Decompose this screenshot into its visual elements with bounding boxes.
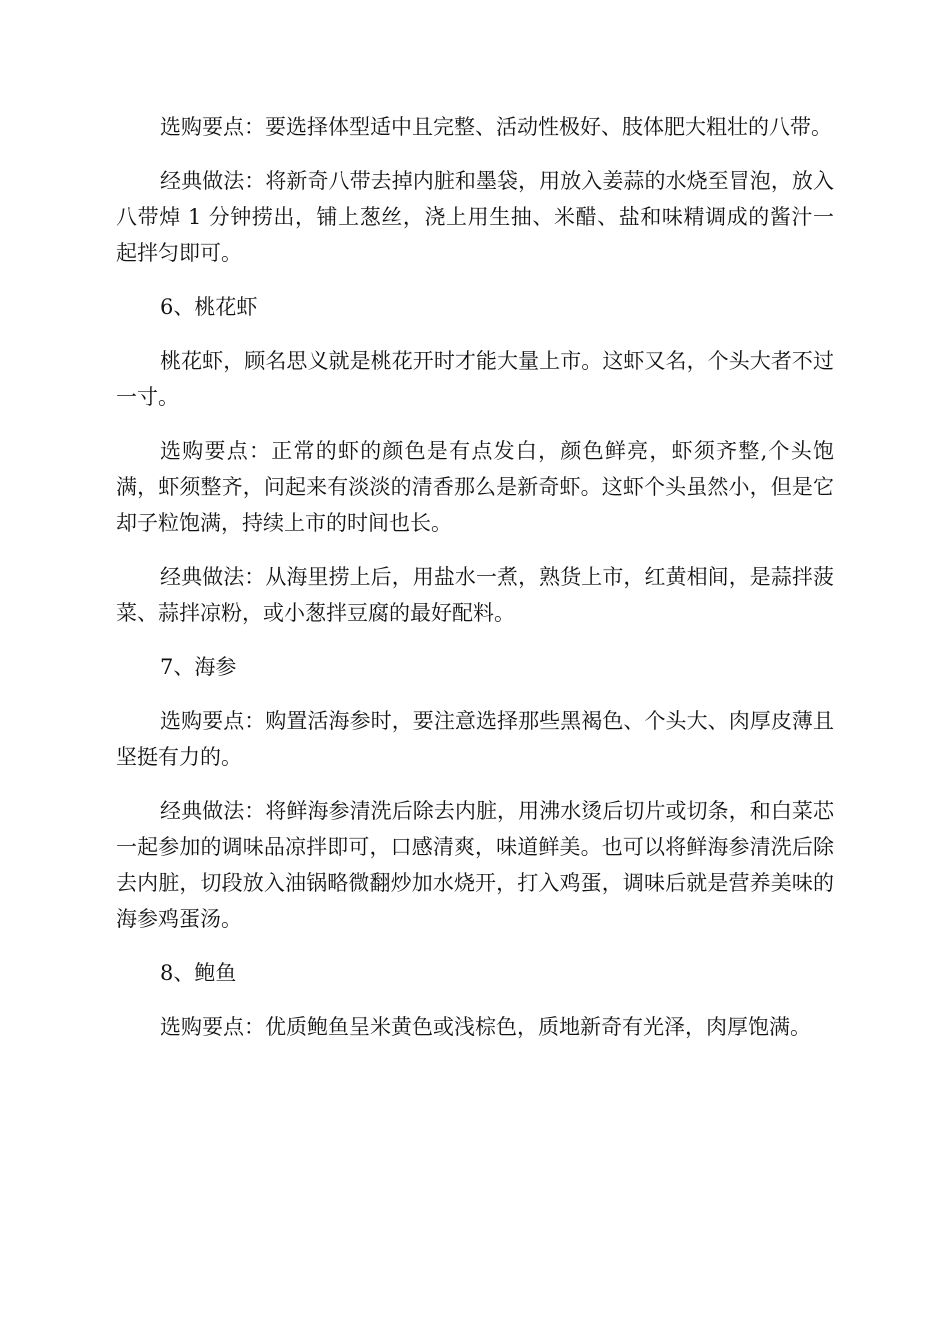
section-heading-abalone: 8、鲍鱼: [160, 961, 237, 985]
paragraph-octopus-selection: 选购要点：要选择体型适中且完整、活动性极好、肢体肥大粗壮的八带。: [160, 115, 832, 139]
paragraph-peach-shrimp-selection: 选购要点：正常的虾的颜色是有点发白，颜色鲜亮，虾须齐整,个头饱满，虾须整齐，问起来有淡淡的清香那么是新奇虾。这虾个头虽然小，但是它却子粒饱满，持续上市的时间也长。: [116, 439, 834, 535]
paragraph-sea-cucumber-selection: 选购要点：购置活海参时，要注意选择那些黑褐色、个头大、肉厚皮薄且坚挺有力的。: [116, 709, 834, 769]
paragraph-peach-shrimp-intro: 桃花虾，顾名思义就是桃花开时才能大量上市。这虾又名，个头大者不过一寸。: [116, 349, 834, 409]
paragraph-sea-cucumber-recipe: 经典做法：将鲜海参清洗后除去内脏，用沸水烫后切片或切条，和白菜芯一起参加的调味品凉拌即可，口感清爽，味道鲜美。也可以将鲜海参清洗后除去内脏，切段放入油锅略微翻炒加水烧开，打入鸡蛋，调味后就是营养美味的海参鸡蛋汤。: [116, 799, 834, 931]
document-body: [116, 109, 834, 1063]
paragraph-abalone-selection: 选购要点：优质鲍鱼呈米黄色或浅棕色，质地新奇有光泽，肉厚饱满。: [160, 1015, 811, 1039]
section-heading-sea-cucumber: 7、海参: [160, 655, 237, 679]
paragraph-octopus-recipe: 经典做法：将新奇八带去掉内脏和墨袋，用放入姜蒜的水烧至冒泡，放入八带焯 1 分钟捞出，铺上葱丝，浇上用生抽、米醋、盐和味精调成的酱汁一起拌匀即可。: [116, 169, 834, 265]
section-heading-peach-shrimp: 6、桃花虾: [160, 295, 258, 319]
paragraph-peach-shrimp-recipe: 经典做法：从海里捞上后，用盐水一煮，熟货上市，红黄相间，是蒜拌菠菜、蒜拌凉粉，或小葱拌豆腐的最好配料。: [116, 565, 834, 625]
